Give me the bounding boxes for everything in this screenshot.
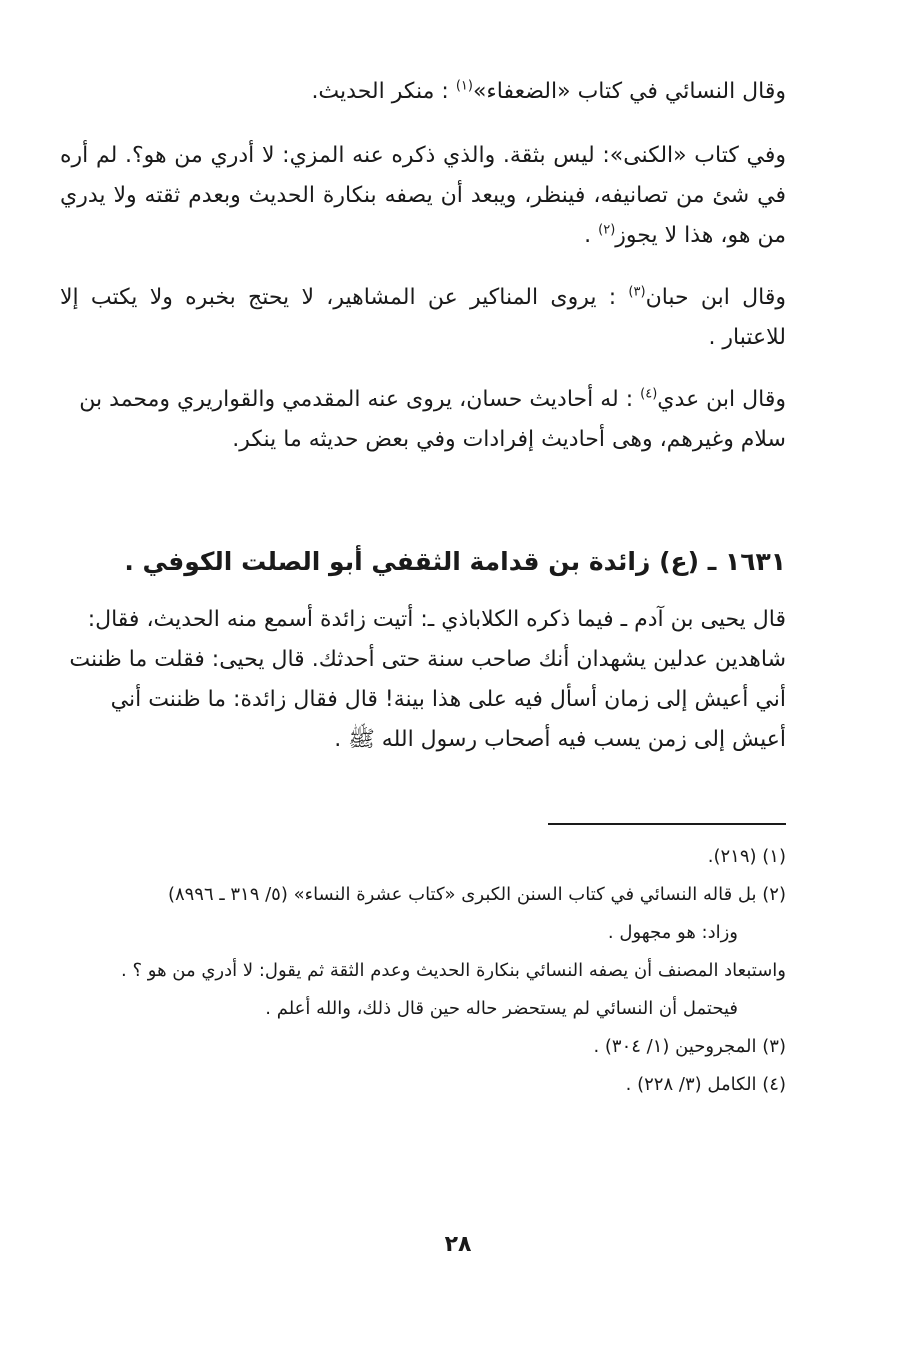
footnote-4: (٤) الكامل (٣/ ٢٢٨) .: [625, 1074, 786, 1095]
footnotes: [60, 838, 786, 1104]
paragraph-kuna: وفي كتاب «الكنى»: ليس بثقة. والذي ذكره عنه المزي: لا أدري من هو؟. لم أره في شئ من تصانيفه، فينظر، ويبعد أن يصفه بنكارة الحديث وبعدم ثقته ولا يدري من هو، هذا لا يجوز$^{(٢)}$ .: [60, 143, 786, 248]
page-number: ٢٨: [444, 1232, 472, 1257]
footnote-separator: [548, 823, 786, 825]
footnote-2-comment: واستبعاد المصنف أن يصفه النسائي بنكارة الحديث وعدم الثقة ثم يقول: لا أدري من هو ؟ .: [121, 960, 786, 981]
footnote-ref-2: (٢): [598, 222, 616, 238]
paragraph-ibn-adi: وقال ابن عدي$^{(٤)}$ : له أحاديث حسان، يروى عنه المقدمي والقواريري ومحمد بن سلام وغيرهم، وهى أحاديث إفرادات وفي بعض حديثه ما ينكر.: [79, 386, 786, 452]
entry-heading: ١٦٣١ ـ (ع) زائدة بن قدامة الثقفي أبو الصلت الكوفي .: [124, 547, 786, 576]
footnote-3: (٣) المجروحين (١/ ٣٠٤) .: [593, 1036, 786, 1057]
paragraph-ibn-hibban: وقال ابن حبان$^{(٣)}$ : يروى المناكير عن المشاهير، لا يحتج بخبره ولا يكتب إلا للاعتبار .: [60, 284, 786, 350]
footnote-2-conclusion: فيحتمل أن النسائي لم يستحضر حاله حين قال ذلك، والله أعلم .: [265, 998, 738, 1019]
main-text: [60, 72, 786, 460]
footnote-ref-3: (٣): [628, 284, 646, 300]
entry-paragraph: قال يحيى بن آدم ـ فيما ذكره الكلاباذي ـ: أتيت زائدة أسمع منه الحديث، فقال: شاهدين عدلين يشهدان أنك صاحب سنة حتى أحدثك. قال يحيى: فقلت ما ظننت أني أعيش إلى زمان أسأل فيه على هذا بينة! قال فقال زائدة: ما ظننت أني أعيش إلى زمن يسب فيه أصحاب رسول الله ﷺ .: [69, 607, 786, 752]
footnote-2-addition: وزاد: هو مجهول .: [607, 922, 738, 943]
footnote-ref-4: (٤): [640, 386, 658, 402]
paragraph-nasai: وقال النسائي في كتاب «الضعفاء»$^{(١)}$ : منكر الحديث.: [311, 78, 786, 104]
footnote-ref-1: (١): [455, 78, 473, 94]
footnote-2: (٢) بل قاله النسائي في كتاب السنن الكبرى «كتاب عشرة النساء» (٥/ ٣١٩ ـ ٨٩٩٦): [167, 884, 786, 905]
footnote-1: (١) (٢١٩).: [707, 846, 786, 867]
entry-body: [60, 600, 786, 760]
